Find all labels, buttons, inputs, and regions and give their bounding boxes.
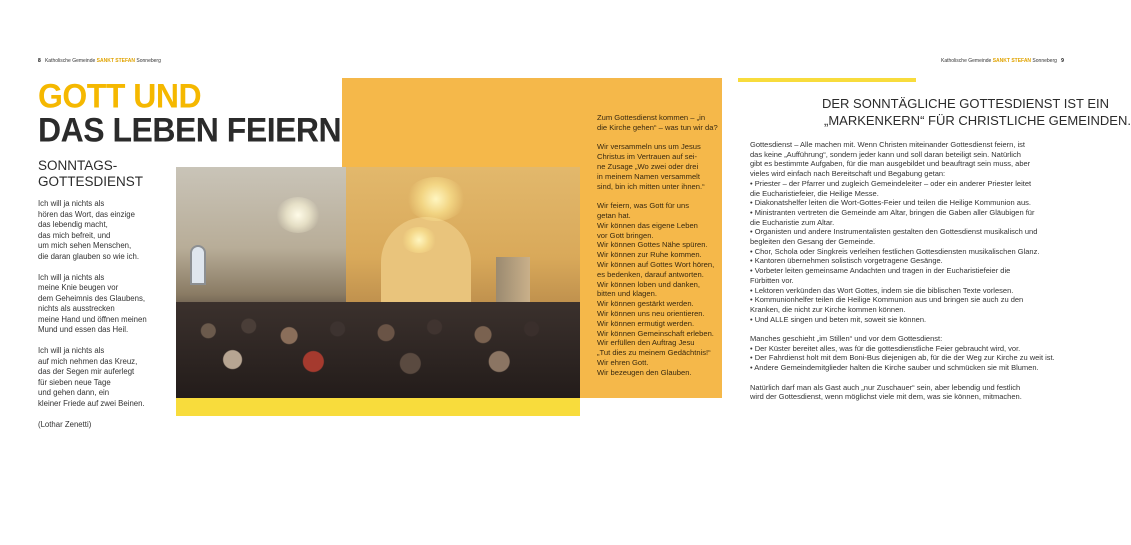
page-header-right [941, 58, 1064, 64]
body-line: • Organisten und andere Instrumentalisten gestalten den Gottesdienst musikalisch und [750, 227, 1038, 237]
header-brand-right: SANKT STEFAN [992, 58, 1032, 64]
body-line: gibt es bestimmte Aufgaben, für die man ausgebildet und beauftragt sein muss, aber [750, 159, 1031, 169]
poem-line: (Lothar Zenetti) [38, 419, 92, 429]
body-line: die Eucharistiefeier, die Heilige Messe. [750, 188, 879, 198]
right-title-line-1: DER SONNTÄGLICHE GOTTESDIENST IST EIN [822, 96, 1110, 111]
body-line: • Priester – der Pfarrer und zugleich Gemeindeleiter – oder ein anderer Priester leitet [750, 178, 1032, 188]
title-line-1: GOTT UND [38, 76, 202, 115]
poem-line: das lebendig macht, [38, 220, 108, 229]
poem-line: und gehen dann, ein [38, 388, 110, 397]
middle-line: Wir bezeugen den Glauben. [597, 367, 692, 377]
middle-line: vor Gott bringen. [597, 230, 654, 240]
header-text-left: Katholische Gemeinde [44, 58, 97, 64]
poem-line: das der Segen mir auferlegt [38, 367, 135, 376]
body-line: • Der Küster bereitet alles, was für die gottesdienstliche Feier gebraucht wird, vor. [750, 343, 1021, 353]
poem-line: auf mich nehmen das Kreuz, [38, 356, 138, 366]
body-line: • Kommunionhelfer teilen die Heilige Kommunion aus und bringen sie auch zu den [750, 295, 1024, 305]
body-line: vieles wird einfach nach Bereitschaft und Begabung getan: [750, 169, 946, 179]
header-suffix-right: Sonneberg [1031, 58, 1057, 64]
poem-line: Ich will ja nichts als [38, 199, 105, 208]
middle-paragraph [597, 201, 725, 377]
middle-line: getan hat. [597, 210, 631, 220]
body-line: • Ministranten vertreten die Gemeinde am Altar, bringen die Gaben aller Gläubigen für [750, 207, 1035, 217]
middle-line: es bedenken, darauf antworten. [597, 269, 704, 279]
middle-line: „Tut dies zu meinem Gedächtnis!“ [597, 348, 711, 358]
poem-line: Mund und essen das Heil. [38, 325, 129, 334]
paragraph-gap [750, 373, 1060, 383]
chandelier-icon [401, 227, 437, 253]
poem [38, 199, 168, 441]
paragraph-gap [750, 324, 1060, 334]
body-line: • Chor, Schola oder Singkreis verleihen festlichen Gottesdiensten musikalischen Glanz. [750, 246, 1040, 256]
middle-line: Wir erfüllen den Auftrag Jesu [597, 338, 695, 348]
header-brand-left: SANKT STEFAN [96, 58, 135, 64]
subheading [38, 158, 178, 190]
middle-line: Wir können das eigene Leben [597, 220, 698, 230]
subheading-line-1: SONNTAGS- [38, 158, 118, 173]
middle-line: Wir können ermutigt werden. [597, 318, 695, 328]
photo-congregation [176, 302, 580, 398]
middle-paragraph [597, 142, 725, 191]
poem-stanza [38, 420, 168, 431]
body-line: Kranken, die nicht zur Kirche kommen können. [750, 304, 906, 314]
chandelier-icon [276, 197, 320, 233]
poem-line: um mich sehen Menschen, [38, 241, 132, 250]
middle-line: Wir können Gemeinschaft erleben. [597, 328, 714, 338]
header-text-right: Katholische Gemeinde [941, 58, 993, 64]
body-line: • Andere Gemeindemitglieder halten die Kirche sauber und schmücken sie mit Blumen. [750, 363, 1039, 373]
middle-line: in meinem Namen versammelt [597, 171, 700, 181]
body-line: • Lektoren verkünden das Wort Gottes, indem sie die biblischen Texte vorlesen. [750, 285, 1014, 295]
body-line: Manches geschieht „im Stillen“ und vor dem Gottesdienst: [750, 334, 943, 344]
header-suffix-left: Sonneberg [135, 58, 161, 64]
photo-window [190, 245, 206, 285]
right-title-line-2: „MARKENKERN“ FÜR CHRISTLICHE GEMEINDEN. [824, 112, 1131, 128]
poem-line: für sieben neue Tage [38, 377, 111, 387]
middle-line: die Kirche gehen“ – was tun wir da? [597, 122, 718, 132]
yellow-accent-strip [176, 398, 580, 416]
poem-line: Ich will ja nichts als [38, 272, 105, 282]
page-header-left [38, 58, 161, 64]
page-number-right: 9 [1061, 58, 1064, 64]
poem-line: kleiner Friede auf zwei Beinen. [38, 398, 145, 408]
poem-line: nichts als ausstrecken [38, 304, 115, 313]
middle-line: Wir können auf Gottes Wort hören, [597, 259, 715, 269]
middle-line: bitten und klagen. [597, 289, 657, 299]
chandelier-icon [406, 177, 466, 221]
right-section-title [790, 96, 1131, 129]
middle-line: Wir können gestärkt werden. [597, 299, 694, 309]
middle-line: Wir ehren Gott. [597, 357, 649, 367]
right-body-text [750, 140, 1060, 402]
poem-line: hören das Wort, das einzige [38, 209, 135, 219]
body-line: Natürlich darf man als Gast auch „nur Zuschauer“ sein, aber lebendig und festlich [750, 382, 1021, 392]
poem-line: dem Geheimnis des Glaubens, [38, 293, 146, 303]
body-line: begleiten den Gesang der Gemeinde. [750, 237, 876, 247]
middle-line: Wir können zur Ruhe kommen. [597, 250, 702, 260]
body-line: • Der Fahrdienst holt mit dem Boni-Bus diejenigen ab, für die der Weg zur Kirche zu weit ist. [750, 353, 1055, 363]
middle-line: Wir können uns neu orientieren. [597, 308, 705, 318]
body-line: • Kantoren übernehmen solistisch vorgetragene Gesänge. [750, 256, 943, 266]
subheading-line-2: GOTTESDIENST [38, 174, 144, 189]
poem-line: meine Knie beugen vor [38, 283, 119, 292]
body-line: Fürbitten vor. [750, 275, 794, 285]
middle-line: sind, bin ich mitten unter ihnen.“ [597, 181, 705, 191]
poem-line: die daran glauben so wie ich. [38, 251, 139, 261]
body-line: wird der Gottesdienst, wenn möglichst viele mit dem, was sie können, mitmachen. [750, 392, 1022, 402]
page-number-left: 8 [38, 58, 41, 64]
title-line-2: DAS LEBEN FEIERN [38, 110, 342, 149]
middle-line: Wir können loben und danken, [597, 279, 701, 289]
body-line: Gottesdienst – Alle machen mit. Wenn Christen miteinander Gottesdienst feiern, ist [750, 140, 1025, 149]
middle-paragraph [597, 113, 725, 133]
middle-line: Zum Gottesdienst kommen – „in [597, 113, 706, 122]
body-line: das keine „Aufführung“, sondern jeder kann und soll daran beteiligt sein. Natürlich [750, 149, 1021, 159]
middle-line: Wir feiern, was Gott für uns [597, 201, 689, 211]
poem-stanza [38, 199, 168, 262]
body-line: • Vorbeter leiten gemeinsame Andachten und tragen in der Eucharistiefeier die [750, 266, 1011, 276]
middle-column-text [597, 113, 725, 387]
poem-stanza [38, 273, 168, 336]
middle-line: Wir können Gottes Nähe spüren. [597, 240, 708, 250]
middle-line: Wir versammeln uns um Jesus [597, 142, 701, 152]
body-line: • Und ALLE singen und beten mit, soweit sie können. [750, 314, 927, 324]
poem-line: Ich will ja nichts als [38, 346, 105, 355]
middle-line: Christus im Vertrauen auf sei- [597, 152, 698, 162]
body-line: • Diakonatshelfer leiten die Wort-Gottes-Feier und teilen die Heilige Kommunion aus. [750, 198, 1031, 208]
body-line: die Eucharistie zum Altar. [750, 217, 835, 227]
yellow-accent-line [738, 78, 916, 82]
poem-line: das mich befreit, und [38, 230, 111, 240]
poem-stanza [38, 346, 168, 409]
poem-line: meine Hand und öffnen meinen [38, 314, 147, 324]
middle-line: ne Zusage „Wo zwei oder drei [597, 161, 699, 171]
church-service-photo [176, 167, 580, 398]
